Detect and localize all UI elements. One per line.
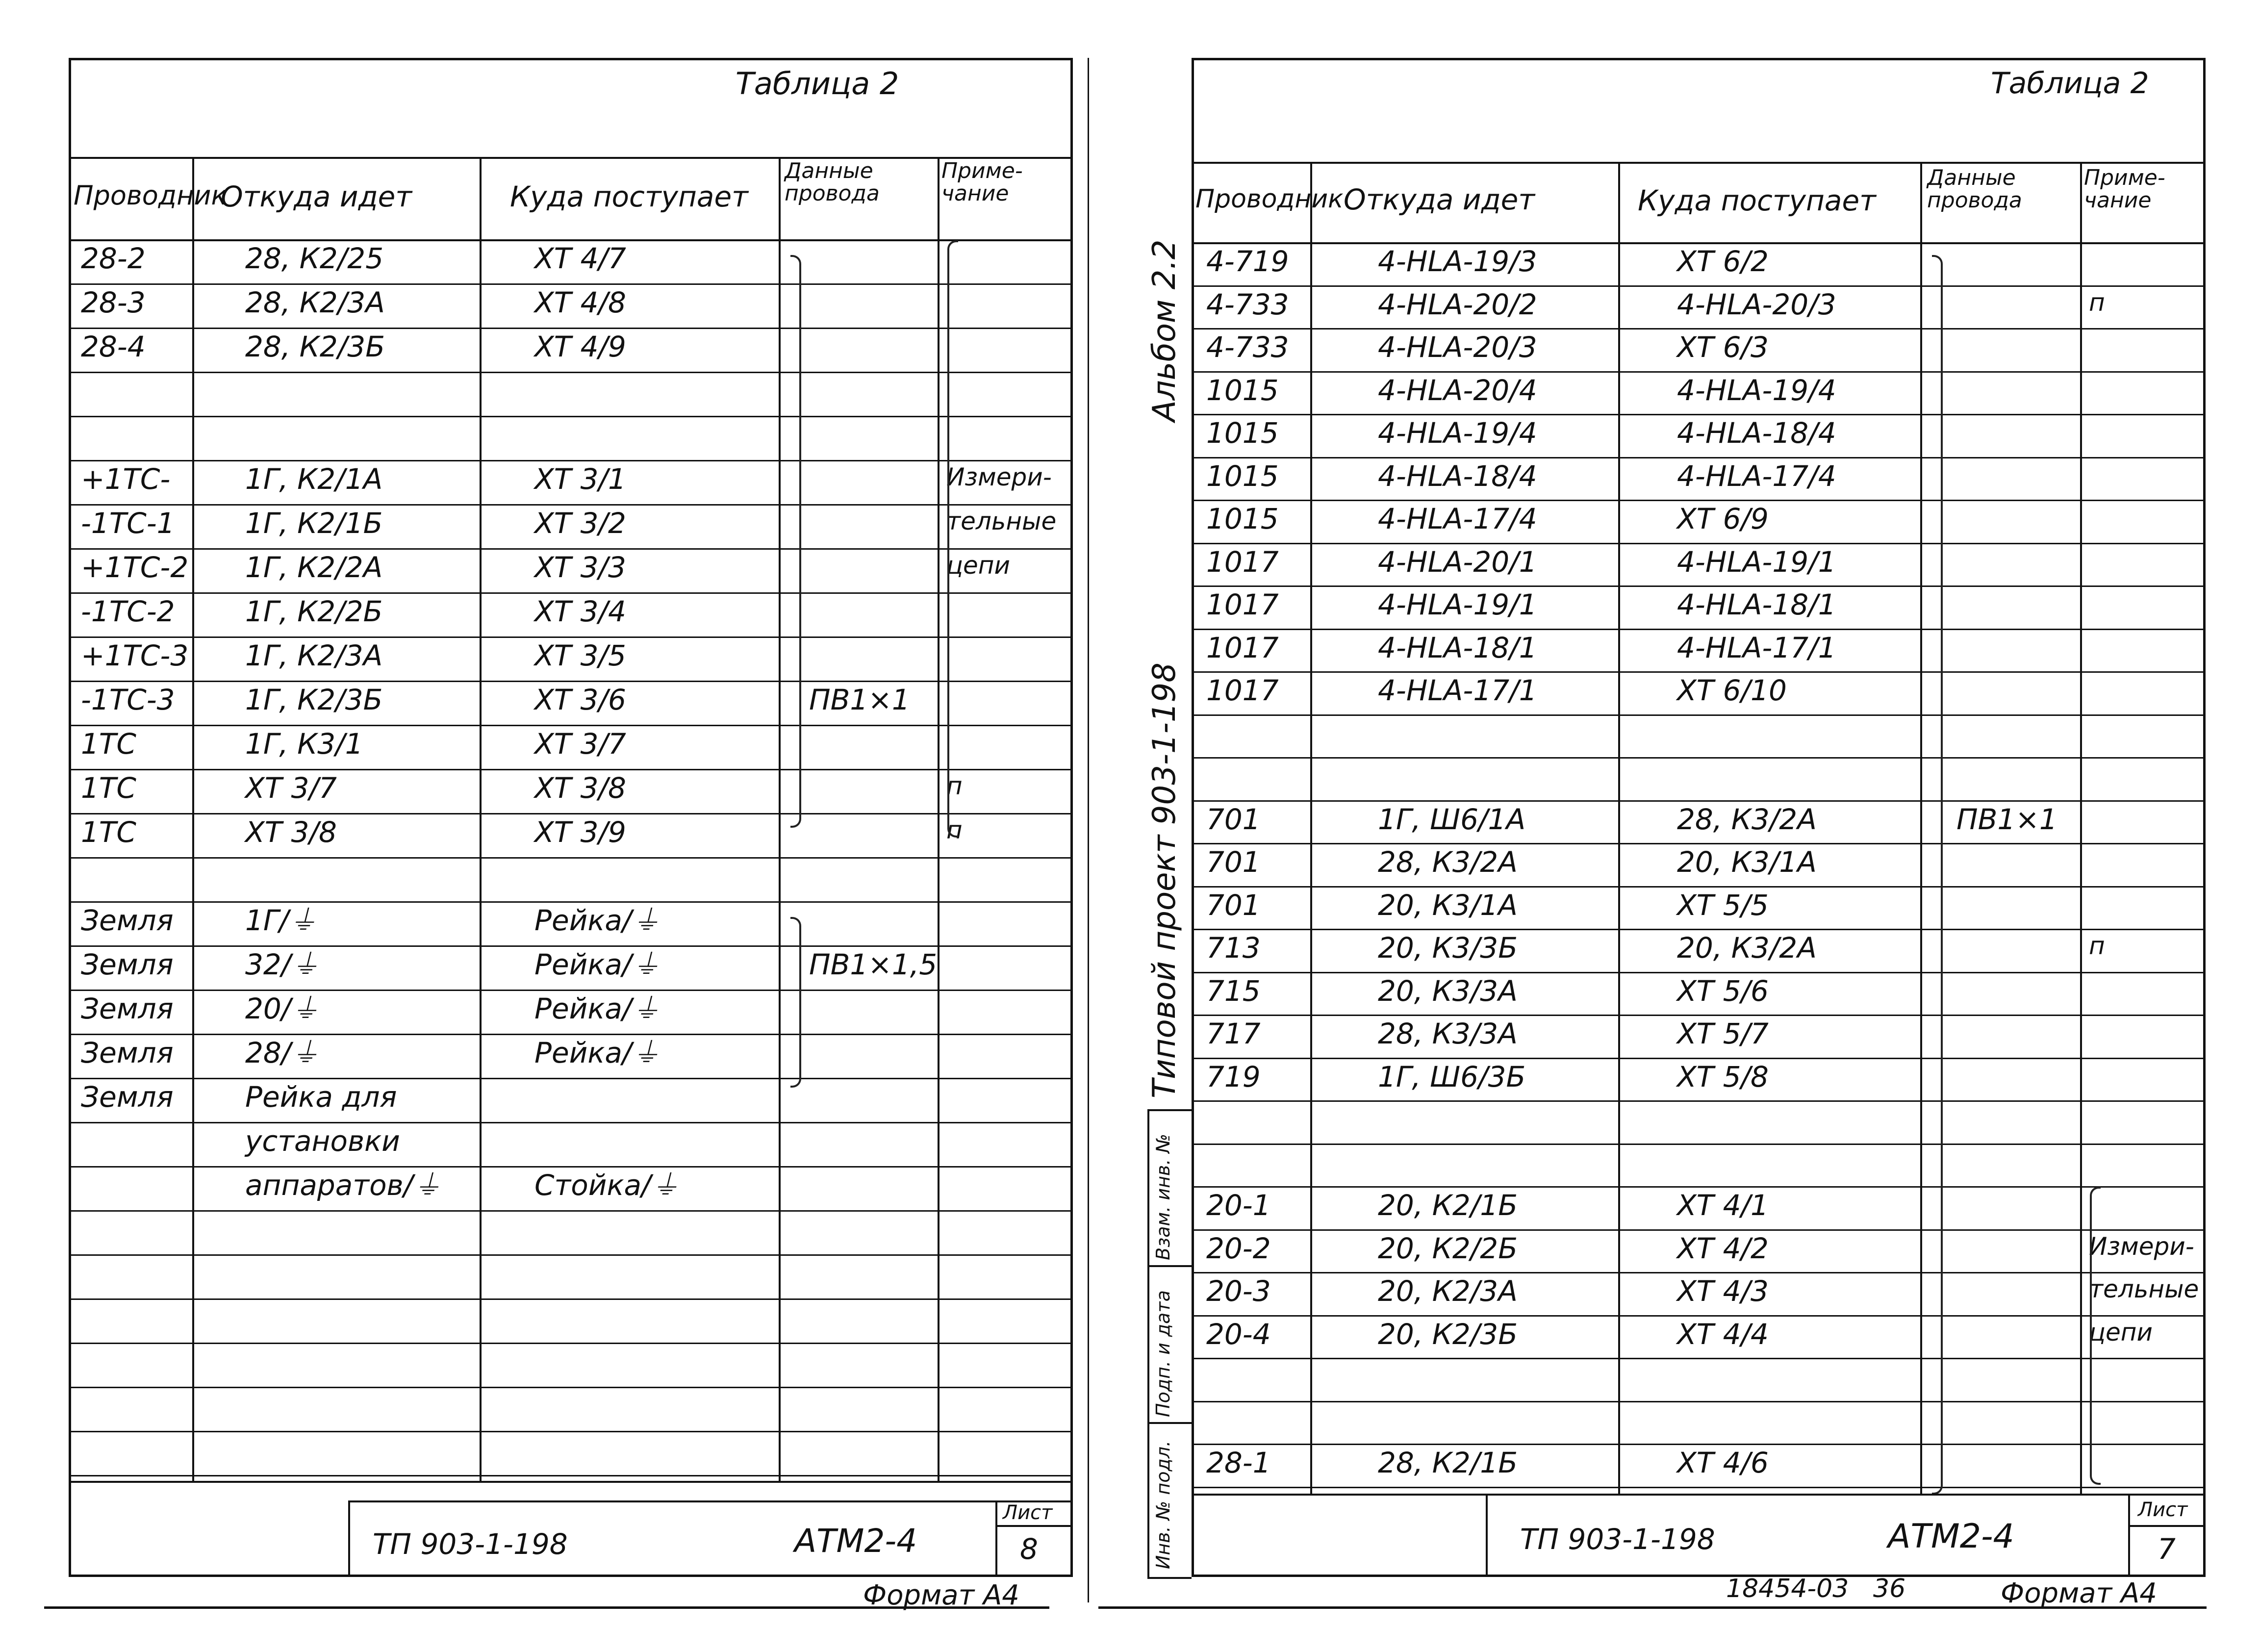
- left-cell-conductor: Земля: [81, 1036, 174, 1069]
- right-cell-conductor: 4-719: [1206, 245, 1289, 278]
- right-cell-conductor: 20-2: [1206, 1231, 1271, 1265]
- right-cell-to: 4-HLA-17/4: [1677, 459, 1836, 493]
- left-sheet-label: Лист: [1003, 1501, 1053, 1524]
- center-fold-line: [1088, 58, 1089, 1602]
- left-cell-note: Измери-: [946, 463, 1052, 491]
- left-cell-to: ХТ 3/3: [534, 551, 626, 584]
- left-col-line-1: [192, 157, 194, 1481]
- right-row-line: [1192, 1144, 2206, 1145]
- left-cell-from: 28/⏚: [245, 1036, 320, 1069]
- left-cell-from: 1Г, К2/3Б: [245, 683, 383, 716]
- left-cell-note: п: [946, 772, 963, 800]
- right-cell-note: п: [2089, 932, 2105, 960]
- left-row-line: [69, 725, 1073, 726]
- left-cell-from: Рейка для: [245, 1080, 397, 1114]
- right-cell-to: 4-HLA-20/3: [1677, 287, 1836, 321]
- right-row-line: [1192, 1401, 2206, 1402]
- right-cell-from: 4-HLA-20/4: [1378, 373, 1537, 407]
- left-stamp-top: [69, 1481, 1073, 1483]
- right-row-line: [1192, 671, 2206, 673]
- left-cell-conductor: +1ТС-2: [81, 551, 189, 584]
- left-cell-conductor: Земля: [81, 948, 174, 981]
- left-row-line: [69, 901, 1073, 903]
- right-cell-from: 20, К3/3А: [1378, 974, 1518, 1008]
- right-cell-conductor: 28-1: [1206, 1446, 1271, 1479]
- left-row-line: [69, 1387, 1073, 1388]
- right-header-wire: Данные провода: [1927, 165, 2022, 213]
- right-row-line: [1192, 1100, 2206, 1102]
- left-cell-to: ХТ 4/9: [534, 330, 626, 363]
- left-cell-to: ХТ 3/6: [534, 683, 626, 716]
- left-row-line: [69, 372, 1073, 373]
- left-cell-from: установки: [245, 1124, 400, 1158]
- left-cell-from: 28, К2/3А: [245, 286, 385, 319]
- left-cell-from: 28, К2/25: [245, 242, 384, 275]
- left-cell-conductor: Земля: [81, 904, 174, 937]
- left-row-line: [69, 1475, 1073, 1476]
- right-cell-from: 4-HLA-20/3: [1378, 330, 1537, 364]
- right-cell-to: 4-HLA-19/1: [1677, 545, 1836, 579]
- right-cell-to: 4-HLA-18/1: [1677, 588, 1836, 621]
- right-cell-conductor: 20-1: [1206, 1189, 1271, 1222]
- left-bottom-rule: [44, 1606, 1049, 1609]
- left-row-line: [69, 1122, 1073, 1123]
- right-header-conductor: Проводник: [1195, 184, 1344, 214]
- left-row-line: [69, 1078, 1073, 1079]
- right-cell-conductor: 1017: [1206, 545, 1279, 579]
- right-cell-to: ХТ 4/6: [1677, 1446, 1769, 1479]
- left-header-note: Приме-чание: [941, 158, 1023, 206]
- left-header-from: Откуда идет: [221, 180, 412, 213]
- right-cell-conductor: 717: [1206, 1017, 1261, 1050]
- left-format: Формат А4: [863, 1579, 1019, 1611]
- right-cell-to: ХТ 5/7: [1677, 1017, 1769, 1050]
- right-row-line: [1192, 500, 2206, 501]
- right-sidestamp-top: [1147, 1109, 1192, 1111]
- left-cell-from: 20/⏚: [245, 992, 320, 1025]
- left-header-wire: Данные провода: [785, 158, 880, 206]
- right-cell-to: ХТ 5/8: [1677, 1060, 1769, 1093]
- right-header-from: Откуда идет: [1344, 183, 1535, 216]
- right-cell-to: ХТ 6/9: [1677, 502, 1769, 535]
- right-cell-from: 28, К3/2А: [1378, 845, 1518, 879]
- left-cell-to: ХТ 4/7: [534, 242, 626, 275]
- right-row-line: [1192, 1444, 2206, 1445]
- right-col-line-2: [1618, 162, 1620, 1494]
- left-cell-to: ХТ 3/2: [534, 507, 626, 540]
- right-cell-conductor: 1015: [1206, 416, 1279, 450]
- right-sidebar-album: Альбом 2.2: [1146, 239, 1183, 422]
- right-cell-to: ХТ 6/3: [1677, 330, 1769, 364]
- right-sidestamp-div1: [1147, 1265, 1192, 1267]
- right-cell-conductor: 701: [1206, 888, 1261, 922]
- right-sidestamp-line: [1147, 1109, 1149, 1577]
- right-bottom-rule: [1098, 1606, 2207, 1609]
- right-sidestamp-replace: Взам. инв. №: [1152, 1133, 1174, 1260]
- right-row-line: [1192, 457, 2206, 458]
- left-row-line: [69, 283, 1073, 285]
- left-row-line: [69, 769, 1073, 770]
- right-cell-from: 4-HLA-18/1: [1378, 631, 1537, 664]
- right-row-line: [1192, 1058, 2206, 1059]
- right-cell-from: 4-HLA-19/1: [1378, 588, 1537, 621]
- left-cell-to: Рейка/⏚: [534, 904, 660, 937]
- right-cell-note: цепи: [2089, 1318, 2153, 1347]
- left-row-line: [69, 460, 1073, 461]
- right-cell-to: 4-HLA-17/1: [1677, 631, 1836, 664]
- left-cell-to: Стойка/⏚: [534, 1169, 680, 1202]
- right-cell-from: 20, К3/3Б: [1378, 931, 1518, 965]
- left-stamp-sheet-line: [995, 1500, 997, 1577]
- right-cell-conductor: 1017: [1206, 631, 1279, 664]
- right-cell-from: 4-HLA-17/4: [1378, 502, 1537, 535]
- left-row-line: [69, 1343, 1073, 1344]
- left-cell-wire: ПВ1×1: [809, 683, 910, 716]
- left-header-divider: [69, 157, 1073, 159]
- right-format: Формат А4: [2001, 1577, 2157, 1609]
- right-row-line: [1192, 800, 2206, 802]
- left-cell-conductor: -1ТС-3: [81, 683, 175, 716]
- right-cell-from: 20, К2/2Б: [1378, 1231, 1518, 1265]
- right-cell-from: 4-HLA-20/2: [1378, 287, 1537, 321]
- left-cell-from: 32/⏚: [245, 948, 320, 981]
- right-brace-note-1: [2090, 1187, 2101, 1485]
- left-cell-conductor: 28-3: [81, 286, 146, 319]
- right-row-line: [1192, 328, 2206, 330]
- right-stamp-sheet-line: [2128, 1494, 2130, 1577]
- left-row-line: [69, 504, 1073, 506]
- right-cell-conductor: 719: [1206, 1060, 1261, 1093]
- right-cell-from: 20, К2/3Б: [1378, 1317, 1518, 1351]
- right-cell-to: ХТ 4/2: [1677, 1231, 1769, 1265]
- right-row-line: [1192, 714, 2206, 716]
- left-cell-to: ХТ 3/8: [534, 771, 626, 805]
- right-row-line: [1192, 1487, 2206, 1488]
- left-row-line: [69, 416, 1073, 417]
- left-cell-from: 1Г, К3/1: [245, 727, 363, 761]
- left-sheet-number: 8: [1020, 1532, 1038, 1566]
- right-row-line: [1192, 543, 2206, 544]
- left-cell-conductor: 1ТС: [81, 727, 136, 761]
- right-cell-note: п: [2089, 288, 2105, 317]
- right-cell-conductor: 4-733: [1206, 330, 1289, 364]
- right-cell-from: 4-HLA-17/1: [1378, 674, 1537, 707]
- left-cell-from: 1Г, К2/1А: [245, 462, 383, 496]
- right-cell-conductor: 1015: [1206, 459, 1279, 493]
- left-cell-to: Рейка/⏚: [534, 1036, 660, 1069]
- right-cell-conductor: 701: [1206, 845, 1261, 879]
- right-cell-to: 28, К3/2А: [1677, 802, 1817, 836]
- left-cell-conductor: 1ТС: [81, 815, 136, 849]
- right-cell-to: ХТ 4/1: [1677, 1189, 1769, 1222]
- left-row-line: [69, 1166, 1073, 1168]
- right-cell-from: 20, К2/1Б: [1378, 1189, 1518, 1222]
- left-row-line: [69, 548, 1073, 550]
- right-row-line: [1192, 629, 2206, 630]
- right-brace-wire-1: [1932, 255, 1943, 1495]
- right-header-note: Приме-чание: [2084, 165, 2165, 213]
- left-table-title: Таблица 2: [736, 66, 899, 102]
- right-col-line-4: [2080, 162, 2082, 1494]
- right-row-line: [1192, 843, 2206, 844]
- left-row-line: [69, 945, 1073, 947]
- right-header-divider: [1192, 162, 2206, 164]
- right-cell-from: 4-HLA-18/4: [1378, 459, 1537, 493]
- right-cell-conductor: 1017: [1206, 674, 1279, 707]
- left-row-line: [69, 990, 1073, 991]
- right-cell-to: ХТ 6/2: [1677, 245, 1769, 278]
- left-cell-conductor: -1ТС-1: [81, 507, 175, 540]
- right-cell-conductor: 1015: [1206, 502, 1279, 535]
- left-brace-wire-1: [790, 255, 801, 828]
- left-stamp-sheet-divider: [995, 1525, 1073, 1527]
- left-header-to: Куда поступает: [510, 180, 748, 213]
- right-archive-suffix: 36: [1873, 1574, 1906, 1603]
- left-cell-from: 1Г, К2/2А: [245, 551, 383, 584]
- right-col-line-3: [1920, 162, 1922, 1494]
- right-cell-to: 4-HLA-19/4: [1677, 373, 1836, 407]
- right-sidestamp-inv: Инв. № подл.: [1152, 1440, 1174, 1569]
- right-sidestamp-bottom: [1147, 1577, 1192, 1579]
- right-cell-conductor: 20-4: [1206, 1317, 1271, 1351]
- left-row-line: [69, 636, 1073, 638]
- right-row-line: [1192, 371, 2206, 373]
- left-cell-to: ХТ 3/5: [534, 639, 626, 672]
- right-cell-from: 4-HLA-20/1: [1378, 545, 1537, 579]
- right-stamp-sheet-divider: [2128, 1525, 2206, 1527]
- left-cell-to: ХТ 3/1: [534, 462, 626, 496]
- right-row-line: [1192, 1315, 2206, 1317]
- right-col-line-1: [1310, 162, 1312, 1494]
- right-row-line: [1192, 585, 2206, 587]
- right-sidebar-project: Типовой проект 903-1-198: [1146, 662, 1183, 1098]
- right-cell-to: ХТ 5/6: [1677, 974, 1769, 1008]
- right-row-line: [1192, 1272, 2206, 1273]
- left-colhead-divider: [69, 239, 1073, 241]
- right-cell-from: 28, К2/1Б: [1378, 1446, 1518, 1479]
- left-col-line-4: [938, 157, 940, 1481]
- right-row-line: [1192, 757, 2206, 759]
- left-row-line: [69, 857, 1073, 859]
- left-stamp-top2: [348, 1500, 1073, 1502]
- left-col-line-3: [779, 157, 781, 1481]
- right-cell-from: 28, К3/3А: [1378, 1017, 1518, 1050]
- left-cell-from: 1Г, К2/3А: [245, 639, 383, 672]
- left-cell-conductor: +1ТС-: [81, 462, 171, 496]
- left-cell-from: ХТ 3/7: [245, 771, 337, 805]
- left-cell-to: Рейка/⏚: [534, 992, 660, 1025]
- left-col-line-2: [480, 157, 482, 1481]
- right-stamp-top: [1192, 1494, 2206, 1496]
- left-cell-from: 28, К2/3Б: [245, 330, 385, 363]
- right-colhead-divider: [1192, 242, 2206, 244]
- left-cell-conductor: Земля: [81, 992, 174, 1025]
- right-row-line: [1192, 1358, 2206, 1359]
- right-row-line: [1192, 1186, 2206, 1188]
- right-cell-to: ХТ 4/3: [1677, 1274, 1769, 1308]
- left-cell-from: 1Г, К2/1Б: [245, 507, 383, 540]
- right-cell-conductor: 713: [1206, 931, 1261, 965]
- left-stamp-project: ТП 903-1-198: [373, 1527, 568, 1561]
- right-sidestamp-sign: Подп. и дата: [1152, 1290, 1174, 1417]
- right-cell-from: 4-HLA-19/4: [1378, 416, 1537, 450]
- right-cell-from: 1Г, Ш6/3Б: [1378, 1060, 1526, 1093]
- left-cell-from: 1Г/⏚: [245, 904, 317, 937]
- left-stamp-code: АТМ2-4: [794, 1522, 917, 1560]
- right-cell-from: 1Г, Ш6/1А: [1378, 802, 1526, 836]
- right-cell-from: 20, К3/1А: [1378, 888, 1518, 922]
- left-row-line: [69, 1431, 1073, 1432]
- right-cell-to: ХТ 4/4: [1677, 1317, 1769, 1351]
- left-brace-note-1: [947, 240, 958, 838]
- right-row-line: [1192, 1229, 2206, 1231]
- left-cell-to: Рейка/⏚: [534, 948, 660, 981]
- left-brace-wire-2: [790, 917, 801, 1088]
- left-row-line: [69, 592, 1073, 594]
- left-cell-conductor: 28-2: [81, 242, 146, 275]
- right-table-title: Таблица 2: [1991, 66, 2149, 101]
- left-cell-note: тельные: [946, 507, 1057, 535]
- left-stamp-line: [348, 1500, 350, 1577]
- left-header-conductor: Проводник: [74, 180, 228, 211]
- right-cell-note: Измери-: [2089, 1232, 2194, 1261]
- left-row-line: [69, 1034, 1073, 1035]
- left-cell-from: аппаратов/⏚: [245, 1169, 442, 1202]
- left-cell-to: ХТ 3/7: [534, 727, 626, 761]
- left-cell-note: п: [946, 816, 963, 844]
- right-cell-to: 20, К3/1А: [1677, 845, 1817, 879]
- left-cell-conductor: +1ТС-3: [81, 639, 189, 672]
- left-row-line: [69, 328, 1073, 329]
- right-row-line: [1192, 285, 2206, 287]
- left-cell-note: цепи: [946, 551, 1010, 580]
- right-row-line: [1192, 414, 2206, 415]
- right-cell-to: 4-HLA-18/4: [1677, 416, 1836, 450]
- right-cell-conductor: 715: [1206, 974, 1261, 1008]
- right-stamp-line: [1486, 1494, 1488, 1577]
- right-cell-from: 20, К2/3А: [1378, 1274, 1518, 1308]
- left-row-line: [69, 1298, 1073, 1300]
- right-row-line: [1192, 886, 2206, 888]
- right-row-line: [1192, 972, 2206, 973]
- right-header-to: Куда поступает: [1638, 184, 1876, 217]
- right-cell-conductor: 4-733: [1206, 287, 1289, 321]
- right-row-line: [1192, 1015, 2206, 1016]
- right-cell-wire: ПВ1×1: [1956, 802, 2057, 836]
- right-stamp-code: АТМ2-4: [1888, 1517, 2014, 1556]
- right-cell-conductor: 1017: [1206, 588, 1279, 621]
- left-cell-conductor: 28-4: [81, 330, 146, 363]
- right-cell-to: ХТ 5/5: [1677, 888, 1769, 922]
- left-cell-wire: ПВ1×1,5: [809, 948, 938, 981]
- left-cell-to: ХТ 3/9: [534, 815, 626, 849]
- right-cell-to: 20, К3/2А: [1677, 931, 1817, 965]
- right-cell-from: 4-HLA-19/3: [1378, 245, 1537, 278]
- right-sheet-label: Лист: [2138, 1499, 2188, 1521]
- left-row-line: [69, 813, 1073, 814]
- right-row-line: [1192, 929, 2206, 930]
- left-cell-conductor: -1ТС-2: [81, 595, 175, 628]
- left-cell-from: ХТ 3/8: [245, 815, 337, 849]
- right-cell-note: тельные: [2089, 1275, 2199, 1303]
- right-cell-conductor: 701: [1206, 802, 1261, 836]
- left-cell-from: 1Г, К2/2Б: [245, 595, 383, 628]
- left-cell-conductor: Земля: [81, 1080, 174, 1114]
- right-cell-to: ХТ 6/10: [1677, 674, 1787, 707]
- right-cell-conductor: 1015: [1206, 373, 1279, 407]
- right-stamp-project: ТП 903-1-198: [1520, 1523, 1715, 1556]
- left-row-line: [69, 1210, 1073, 1212]
- right-sheet-number: 7: [2158, 1532, 2176, 1566]
- left-cell-conductor: 1ТС: [81, 771, 136, 805]
- right-archive-number: 18454-03: [1726, 1574, 1849, 1603]
- left-cell-to: ХТ 3/4: [534, 595, 626, 628]
- left-row-line: [69, 1254, 1073, 1256]
- left-cell-to: ХТ 4/8: [534, 286, 626, 319]
- right-cell-conductor: 20-3: [1206, 1274, 1271, 1308]
- right-sidestamp-div2: [1147, 1422, 1192, 1424]
- left-row-line: [69, 681, 1073, 682]
